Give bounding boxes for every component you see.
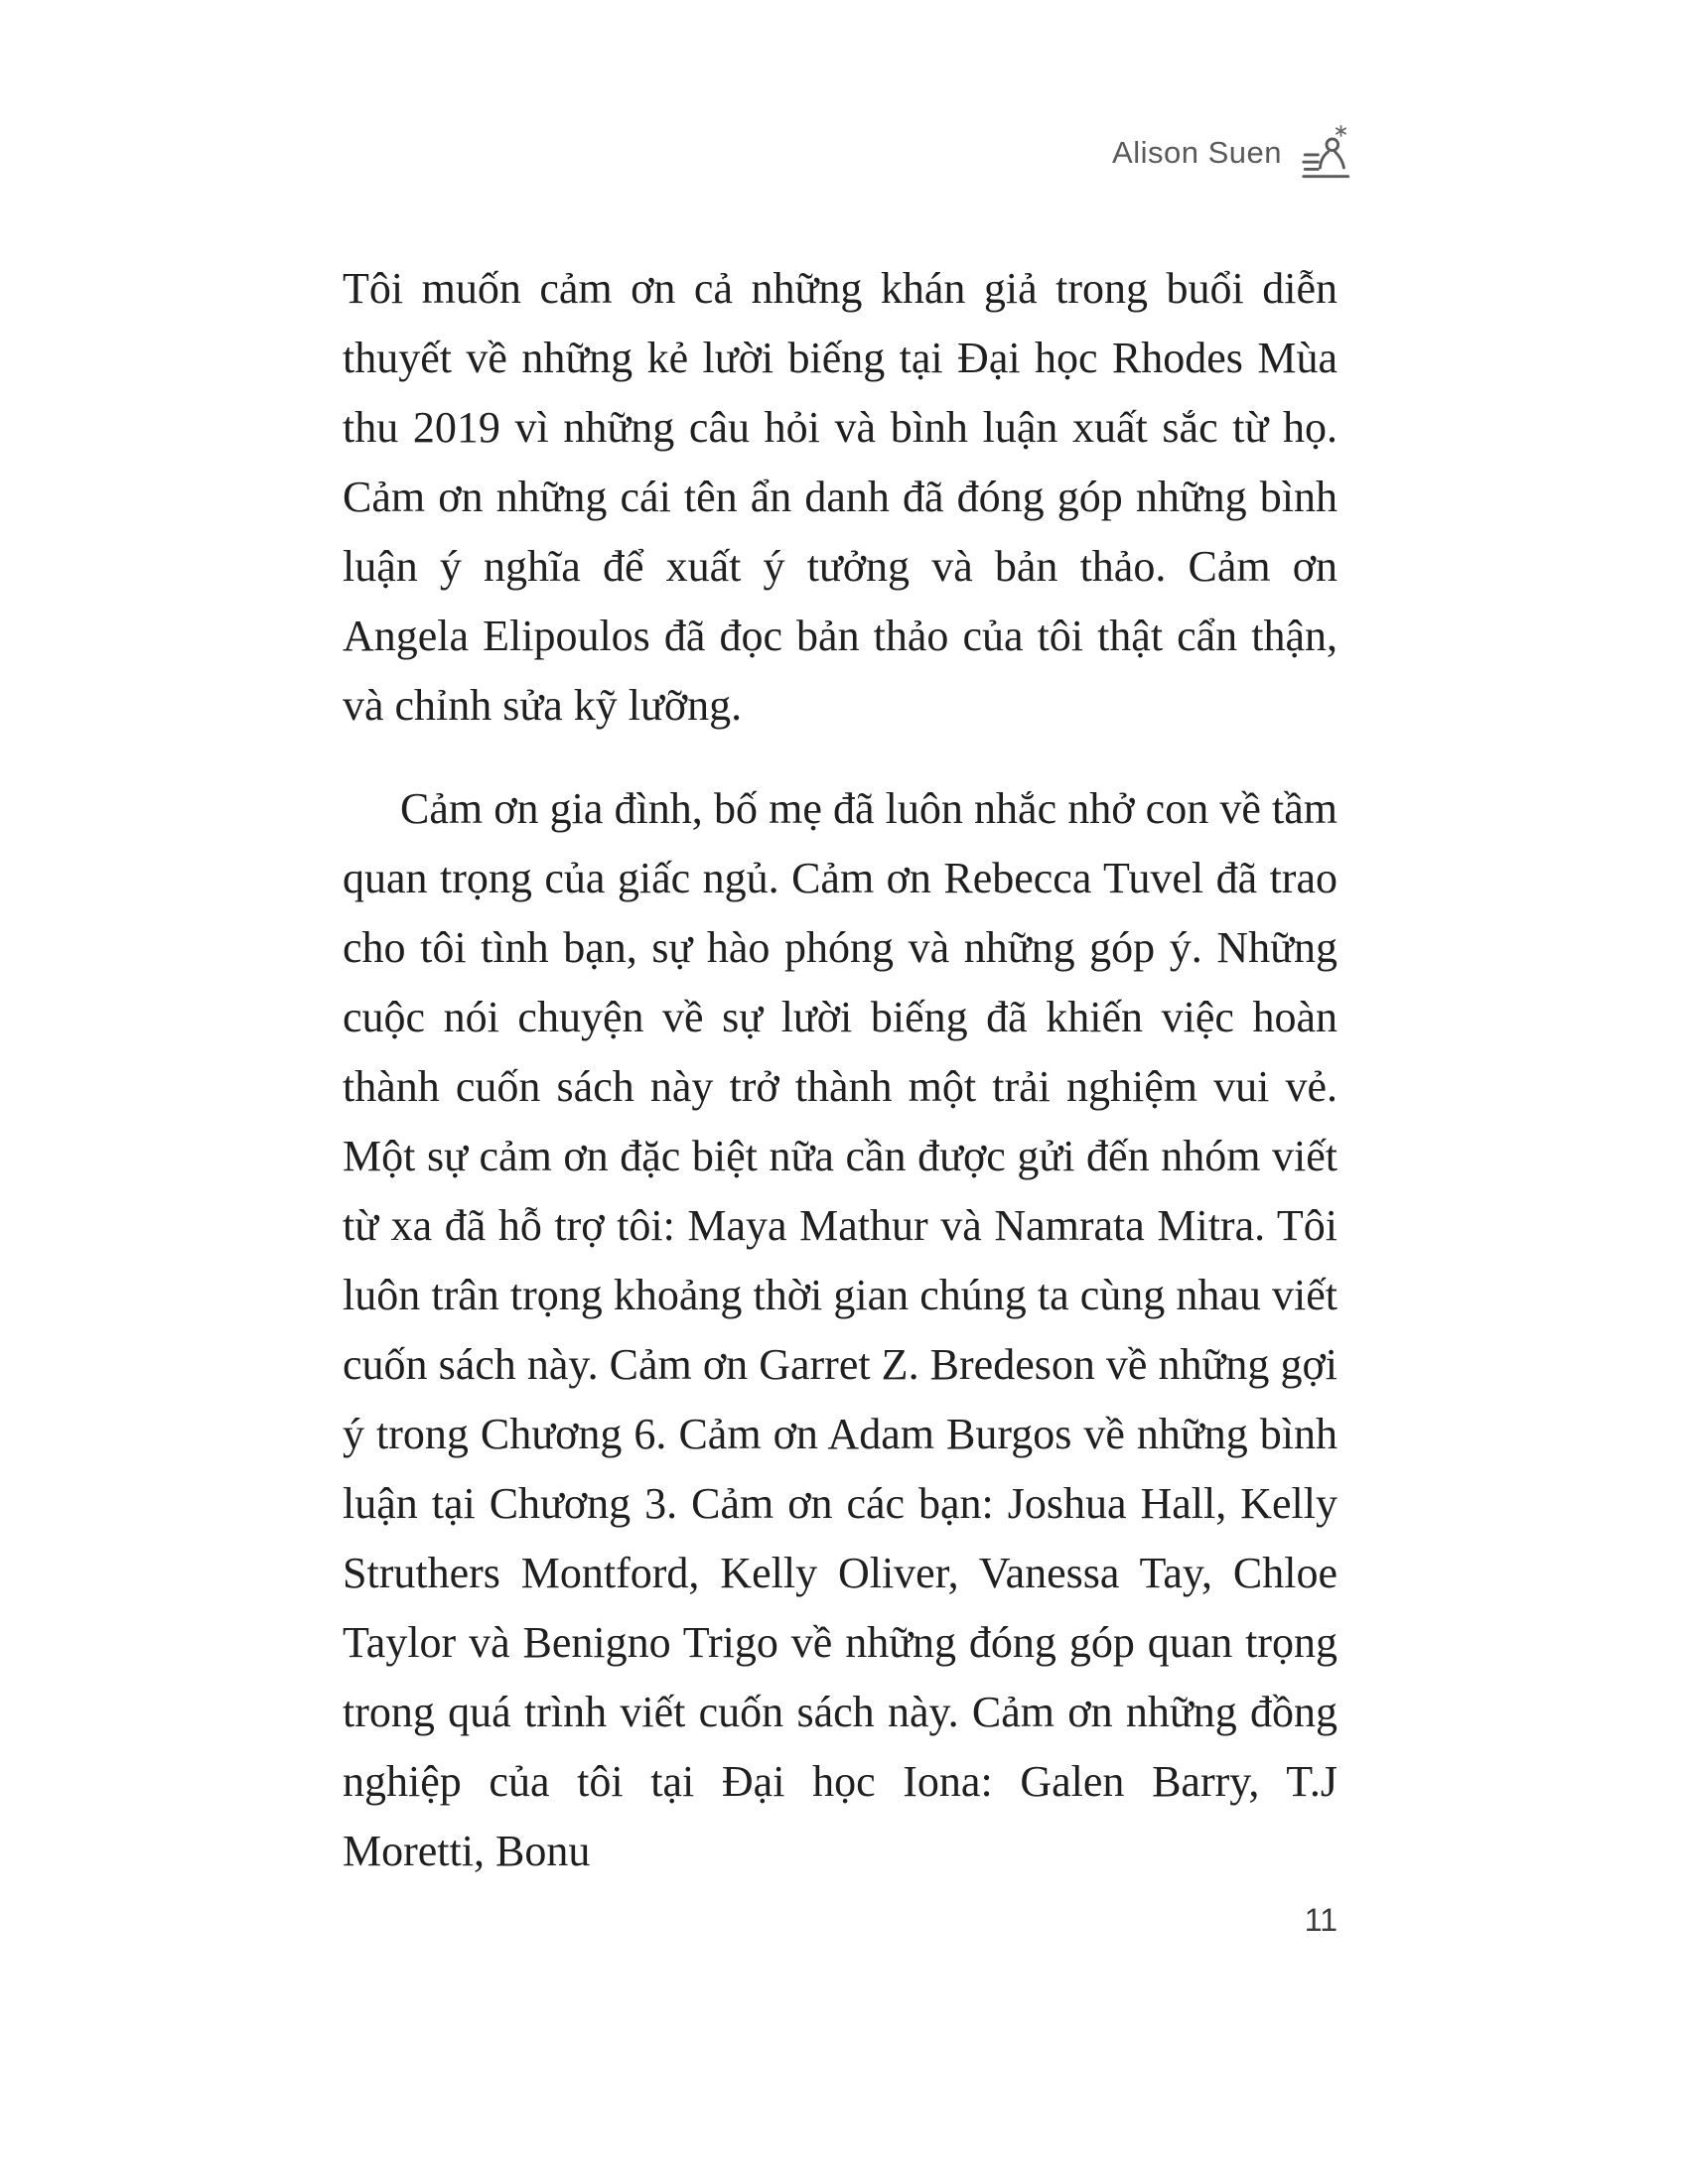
page-header xyxy=(343,121,1355,183)
header-author: Alison Suen xyxy=(1112,134,1282,170)
publisher-logo-icon xyxy=(1298,123,1355,181)
paragraph-acknowledgements-2: Cảm ơn gia đình, bố mẹ đã luôn nhắc nhở con về tầm quan trọng của giấc ngủ. Cảm ơn Rebecca Tuvel đã trao cho tôi tình bạn, sự hào phóng và những góp ý. Những cuộc nói chuyện về sự lười biếng đã khiến việc hoàn thành cuốn sách này trở thành một trải nghiệm vui vẻ. Một sự cảm ơn đặc biệt nữa cần được gửi đến nhóm viết từ xa đã hỗ trợ tôi: Maya Mathur và Namrata Mitra. Tôi luôn trân trọng khoảng thời gian chúng ta cùng nhau viết cuốn sách này. Cảm ơn Garret Z. Bredeson về những gợi ý trong Chương 6. Cảm ơn Adam Burgos về những bình luận tại Chương 3. Cảm ơn các bạn: Joshua Hall, Kelly Struthers Montford, Kelly Oliver, Vanessa Tay, Chloe Taylor và Benigno Trigo về những đóng góp quan trọng trong quá trình viết cuốn sách này. Cảm ơn những đồng nghiệp của tôi tại Đại học Iona: Galen Barry, T.J Moretti, Bonu xyxy=(343,784,1337,1875)
page-number: 11 xyxy=(1304,1902,1337,1938)
paragraph-acknowledgements-1: Tôi muốn cảm ơn cả những khán giả trong buổi diễn thuyết về những kẻ lười biếng tại Đại học Rhodes Mùa thu 2019 vì những câu hỏi và bình luận xuất sắc từ họ. Cảm ơn những cái tên ẩn danh đã đóng góp những bình luận ý nghĩa để xuất ý tưởng và bản thảo. Cảm ơn Angela Elipoulos đã đọc bản thảo của tôi thật cẩn thận, và chỉnh sửa kỹ lưỡng. xyxy=(343,264,1337,730)
page-body-text xyxy=(343,254,1337,1886)
